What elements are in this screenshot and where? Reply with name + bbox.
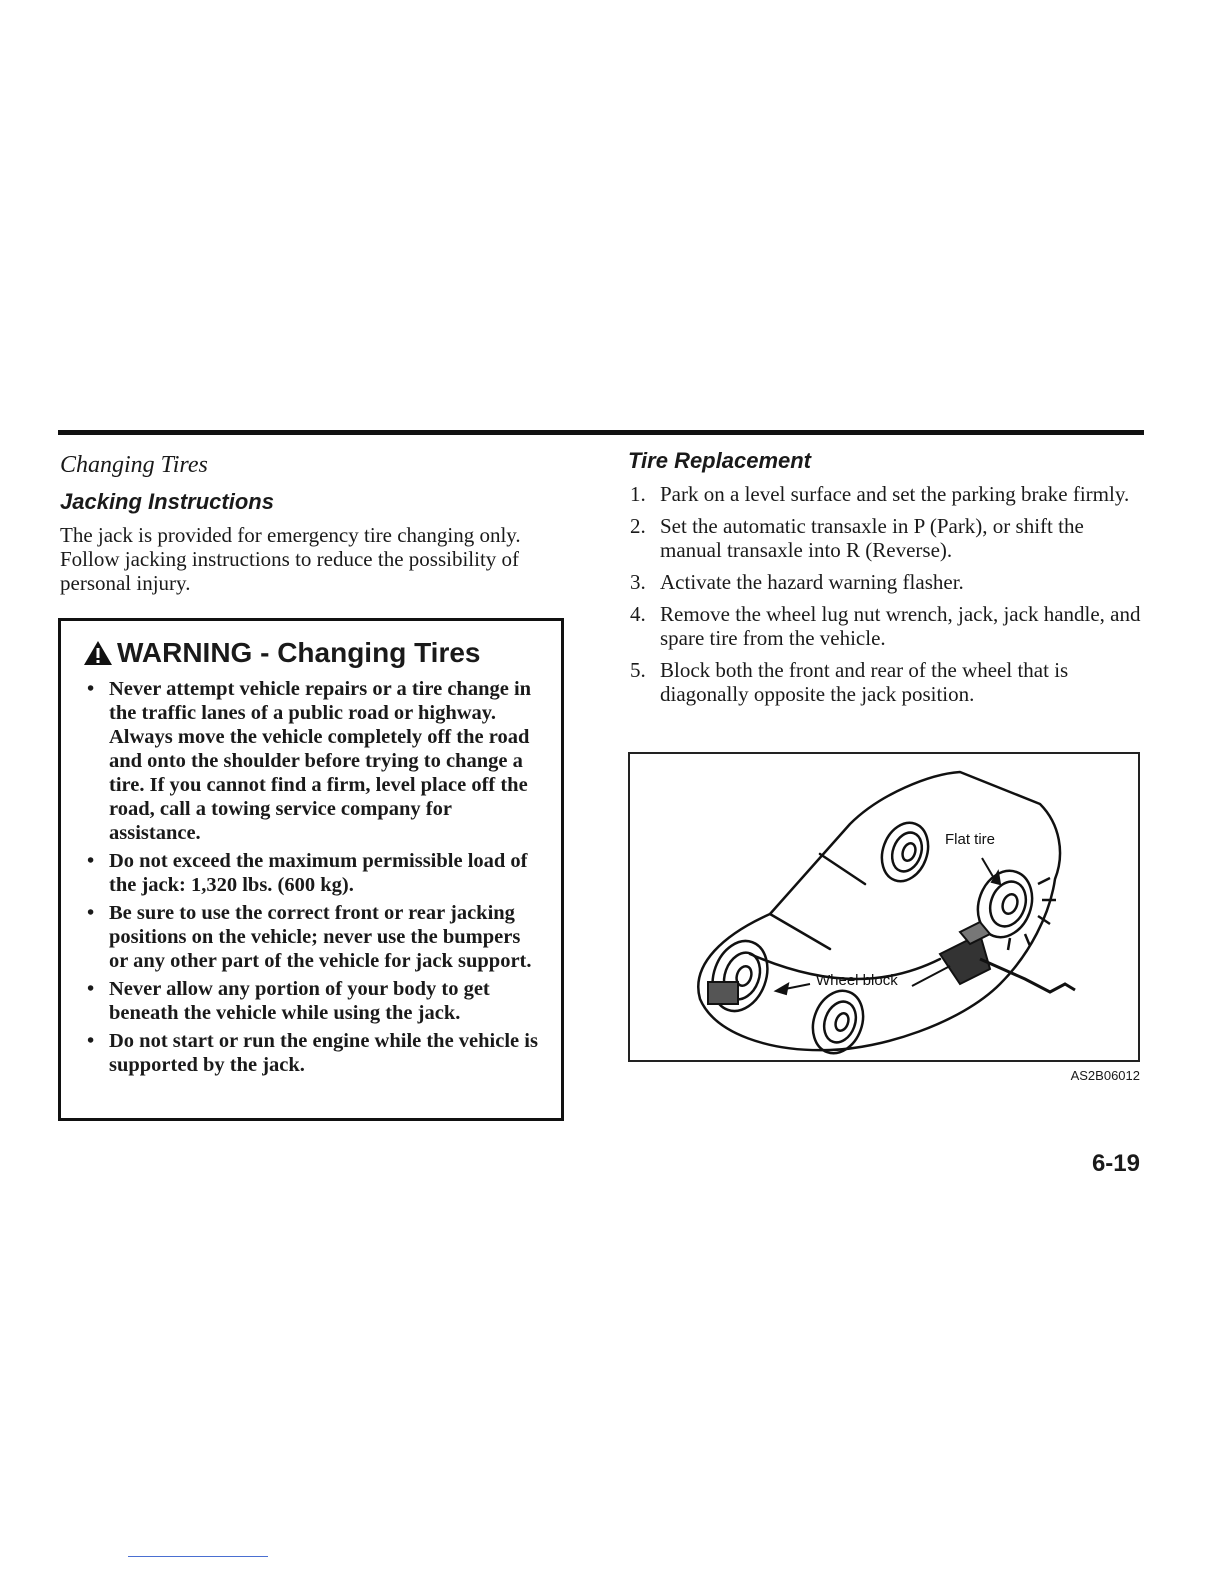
wheel-block-label: Wheel block	[816, 972, 898, 989]
warning-list	[83, 677, 541, 1077]
tire-change-figure	[628, 752, 1140, 1062]
step-item	[628, 602, 1148, 650]
car-jack-illustration	[630, 754, 1138, 1060]
rear-wheel-left	[703, 933, 776, 1018]
jack-shape	[940, 922, 1075, 992]
step-item	[628, 658, 1148, 706]
jacking-heading: Jacking Instructions	[60, 489, 274, 514]
step-number: 1.	[630, 482, 646, 506]
top-rule	[58, 430, 1144, 435]
flat-tire-arrow	[982, 858, 995, 880]
wheel-block-shape	[708, 982, 738, 1004]
step-item	[628, 514, 1148, 562]
footer-rule	[128, 1556, 268, 1557]
step-number: 5.	[630, 658, 646, 682]
flat-tire-label: Flat tire	[945, 831, 996, 848]
warning-title	[83, 637, 541, 669]
step-text: Park on a level surface and set the parking brake firmly.	[660, 482, 1130, 506]
figure-caption-code: AS2B06012	[1070, 1068, 1140, 1083]
warning-box	[58, 618, 564, 1121]
step-text: Block both the front and rear of the wheel that is diagonally opposite the jack position.	[660, 658, 1069, 706]
page-number: 6-19	[1091, 1150, 1140, 1177]
step-number: 3.	[630, 570, 646, 594]
step-text: Activate the hazard warning flasher.	[660, 570, 964, 594]
steps-list	[628, 482, 1148, 706]
step-text: Set the automatic transaxle in P (Park), or shift the manual transaxle into R (Reverse).	[660, 514, 1084, 562]
right-column	[628, 448, 1148, 714]
step-item	[628, 482, 1148, 506]
warning-item: • Never attempt vehicle repairs or a tire change in the traffic lanes of a public road or highway. Always move the vehicle completely off the road and onto the shoulder before trying to change a tire. If you cannot find a firm, level place off the road, call a towing service company for assistance.	[83, 677, 541, 845]
step-item	[628, 570, 1148, 594]
warning-item: • Do not exceed the maximum permissible load of the jack: 1,320 lbs. (600 kg).	[83, 849, 541, 897]
car-body-outline	[698, 772, 1060, 1050]
front-wheel-upper	[874, 816, 936, 887]
left-column	[60, 448, 580, 595]
warning-item: • Never allow any portion of your body to get beneath the vehicle while using the jack.	[83, 977, 541, 1025]
step-number: 4.	[630, 602, 646, 626]
warning-triangle-icon	[83, 640, 113, 666]
warning-item: • Do not start or run the engine while the vehicle is supported by the jack.	[83, 1029, 541, 1077]
warning-title-text: WARNING - Changing Tires	[117, 637, 481, 668]
tire-replacement-heading: Tire Replacement	[628, 448, 812, 473]
section-title: Changing Tires	[60, 452, 208, 478]
warning-item: • Be sure to use the correct front or rear jacking positions on the vehicle; never use the bumpers or any other part of the vehicle for jack support.	[83, 901, 541, 973]
step-number: 2.	[630, 514, 646, 538]
step-text: Remove the wheel lug nut wrench, jack, jack handle, and spare tire from the vehicle.	[660, 602, 1141, 650]
jacking-intro: The jack is provided for emergency tire changing only. Follow jacking instructions to reduce the possibility of personal injury.	[60, 523, 521, 595]
